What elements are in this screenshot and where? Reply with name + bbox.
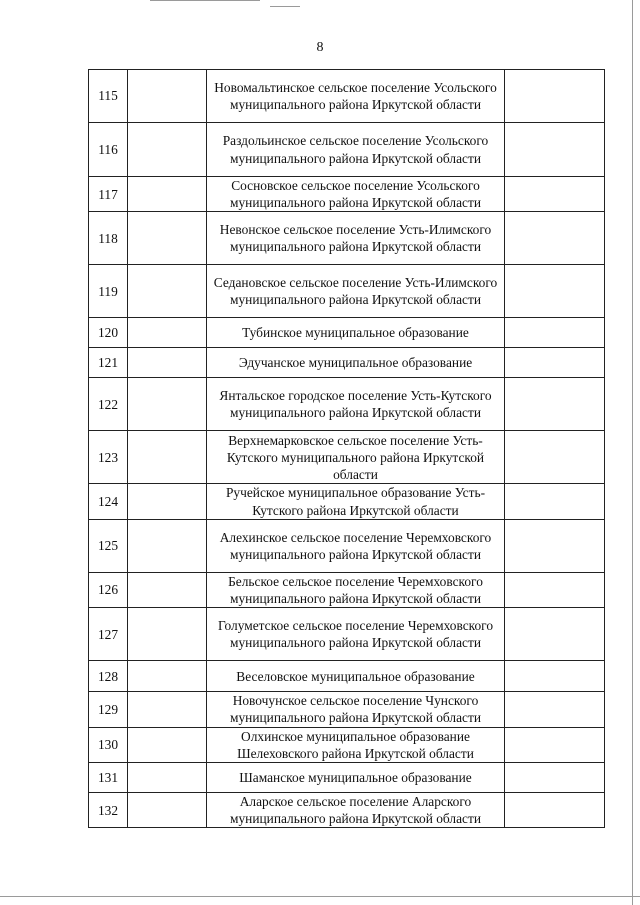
table-row (89, 177, 605, 212)
row-number: 122 (89, 378, 128, 431)
settlement-name: Алехинское сельское поселение Черемховского муниципального района Иркутской области (207, 519, 505, 572)
settlement-name: Седановское сельское поселение Усть-Илимского муниципального района Иркутской области (207, 265, 505, 318)
empty-cell (128, 692, 207, 727)
row-number: 124 (89, 484, 128, 519)
empty-cell (128, 519, 207, 572)
table-row (89, 318, 605, 348)
empty-cell (505, 484, 605, 519)
empty-cell (505, 763, 605, 793)
settlement-name: Аларское сельское поселение Аларского муниципального района Иркутской области (207, 793, 505, 828)
scan-edge-line-top-right (270, 6, 300, 7)
empty-cell (128, 484, 207, 519)
table-row (89, 572, 605, 607)
settlement-name: Голуметское сельское поселение Черемховского муниципального района Иркутской области (207, 608, 505, 661)
scan-edge-line-top (150, 0, 260, 1)
table-row (89, 348, 605, 378)
empty-cell (505, 431, 605, 484)
table-row (89, 378, 605, 431)
empty-cell (505, 70, 605, 123)
empty-cell (505, 265, 605, 318)
table-row (89, 265, 605, 318)
empty-cell (128, 572, 207, 607)
row-number: 131 (89, 763, 128, 793)
empty-cell (128, 661, 207, 692)
table-row (89, 763, 605, 793)
scan-edge-line-bottom (0, 896, 640, 897)
row-number: 127 (89, 608, 128, 661)
settlement-name: Янтальское городское поселение Усть-Кутского муниципального района Иркутской области (207, 378, 505, 431)
empty-cell (128, 431, 207, 484)
table-row (89, 431, 605, 484)
row-number: 125 (89, 519, 128, 572)
empty-cell (128, 763, 207, 793)
settlement-name: Ручейское муниципальное образование Усть-Кутского района Иркутской области (207, 484, 505, 519)
settlement-name: Сосновское сельское поселение Усольского муниципального района Иркутской области (207, 177, 505, 212)
table-row (89, 70, 605, 123)
table-row (89, 661, 605, 692)
empty-cell (505, 212, 605, 265)
page-number: 8 (316, 40, 324, 55)
empty-cell (505, 378, 605, 431)
empty-cell (505, 123, 605, 177)
settlement-name: Невонское сельское поселение Усть-Илимского муниципального района Иркутской области (207, 212, 505, 265)
empty-cell (505, 572, 605, 607)
table-row (89, 608, 605, 661)
row-number: 116 (89, 123, 128, 177)
settlements-table (88, 69, 605, 828)
row-number: 115 (89, 70, 128, 123)
settlement-name: Шаманское муниципальное образование (207, 763, 505, 793)
settlement-name: Раздольинское сельское поселение Усольского муниципального района Иркутской области (207, 123, 505, 177)
empty-cell (128, 727, 207, 762)
settlement-name: Верхнемарковское сельское поселение Усть-Кутского муниципального района Иркутской области (207, 431, 505, 484)
row-number: 121 (89, 348, 128, 378)
row-number: 120 (89, 318, 128, 348)
empty-cell (505, 519, 605, 572)
empty-cell (128, 318, 207, 348)
empty-cell (128, 378, 207, 431)
empty-cell (128, 793, 207, 828)
row-number: 118 (89, 212, 128, 265)
row-number: 117 (89, 177, 128, 212)
table-row (89, 793, 605, 828)
empty-cell (505, 661, 605, 692)
empty-cell (505, 692, 605, 727)
table-row (89, 212, 605, 265)
empty-cell (505, 793, 605, 828)
empty-cell (505, 177, 605, 212)
empty-cell (128, 70, 207, 123)
empty-cell (505, 727, 605, 762)
table-row (89, 692, 605, 727)
row-number: 130 (89, 727, 128, 762)
row-number: 129 (89, 692, 128, 727)
empty-cell (505, 348, 605, 378)
empty-cell (505, 608, 605, 661)
empty-cell (128, 348, 207, 378)
empty-cell (128, 265, 207, 318)
settlement-name: Бельское сельское поселение Черемховского муниципального района Иркутской области (207, 572, 505, 607)
row-number: 119 (89, 265, 128, 318)
table-row (89, 727, 605, 762)
row-number: 123 (89, 431, 128, 484)
row-number: 128 (89, 661, 128, 692)
scan-edge-line-right (632, 0, 633, 905)
table-row (89, 519, 605, 572)
settlement-name: Олхинское муниципальное образование Шелеховского района Иркутской области (207, 727, 505, 762)
settlement-name: Новомальтинское сельское поселение Усольского муниципального района Иркутской области (207, 70, 505, 123)
settlement-name: Тубинское муниципальное образование (207, 318, 505, 348)
empty-cell (505, 318, 605, 348)
empty-cell (128, 212, 207, 265)
empty-cell (128, 177, 207, 212)
row-number: 126 (89, 572, 128, 607)
settlement-name: Веселовское муниципальное образование (207, 661, 505, 692)
table-row (89, 484, 605, 519)
settlement-name: Эдучанское муниципальное образование (207, 348, 505, 378)
empty-cell (128, 123, 207, 177)
settlement-name: Новочунское сельское поселение Чунского муниципального района Иркутской области (207, 692, 505, 727)
empty-cell (128, 608, 207, 661)
table-row (89, 123, 605, 177)
row-number: 132 (89, 793, 128, 828)
